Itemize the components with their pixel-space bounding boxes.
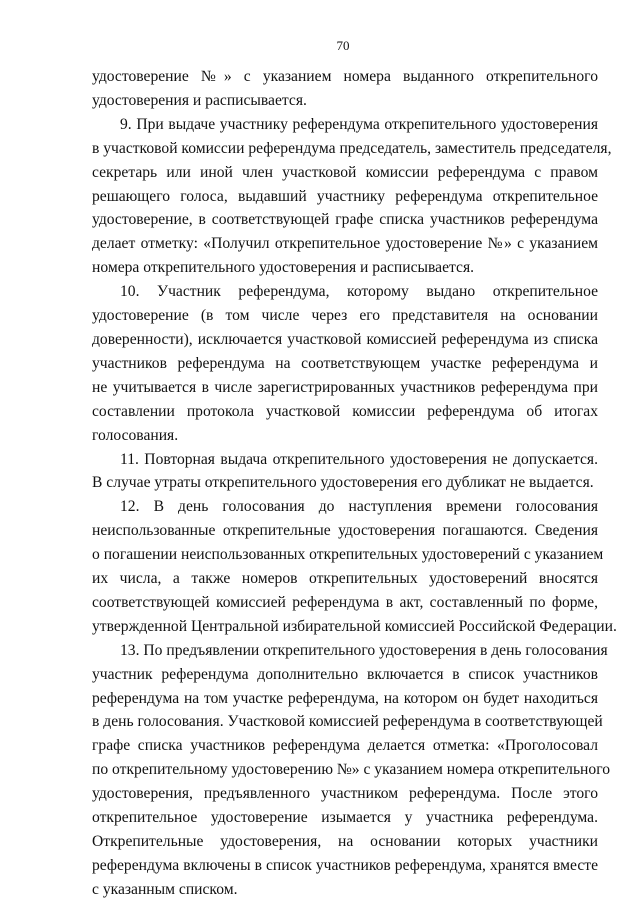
text-line: удостоверения и расписывается.	[92, 91, 307, 109]
text-line: номера открепительного удостоверения и расписывается.	[92, 259, 475, 277]
paragraph	[92, 280, 598, 447]
text-line: составлении протокола участковой комиссии референдума об итогах	[92, 402, 598, 420]
text-line: графе списка участников референдума делается отметка: «Проголосовал	[92, 737, 598, 755]
text-line: утвержденной Центральной избирательной комиссией Российской Федерации.	[92, 617, 617, 635]
text-line: по открепительному удостоверению №» с указанием номера открепительного	[92, 761, 611, 779]
text-line: 11. Повторная выдача открепительного удостоверения не допускается.	[120, 450, 598, 468]
paragraph	[92, 113, 612, 280]
text-line: удостоверение №» с указанием номера выданного открепительного	[92, 68, 598, 85]
text-line: доверенности), исключается участковой комиссией референдума из списка	[92, 330, 598, 348]
page-number: 70	[336, 38, 350, 53]
text-line: участников референдума на соответствующем участке референдума и	[92, 354, 598, 372]
text-line: 9. При выдаче участнику референдума открепительного удостоверения	[120, 115, 598, 133]
text-line: удостоверение (в том числе через его представителя на основании	[92, 307, 598, 325]
text-line: неиспользованные открепительные удостоверения погашаются. Сведения	[92, 522, 598, 540]
text-line: открепительное удостоверение изымается у участника референдума.	[92, 809, 598, 827]
text-line: соответствующей комиссией референдума в акт, составленный по форме,	[92, 593, 598, 611]
text-line: их числа, а также номеров открепительных удостоверений вносятся	[92, 570, 598, 588]
text-line: 12. В день голосования до наступления времени голосования	[120, 498, 598, 516]
text-line: с указанным списком.	[92, 880, 238, 898]
text-line: в день голосования. Участковой комиссией референдума в соответствующей	[92, 713, 603, 731]
paragraph	[92, 448, 598, 496]
text-line: решающего голоса, выдавший участнику референдума открепительное	[92, 187, 598, 205]
paragraph	[92, 639, 611, 902]
text-line: удостоверения, предъявленного участником референдума. После этого	[92, 785, 598, 803]
text-line: делает отметку: «Получил открепительное удостоверение №» с указанием	[92, 235, 598, 253]
text-line: о погашении неиспользованных открепительных удостоверений с указанием	[92, 546, 604, 564]
text-line: не учитывается в числе зарегистрированных участников референдума при	[92, 378, 598, 396]
text-line: 13. По предъявлении открепительного удостоверения в день голосования	[120, 641, 608, 659]
text-line: голосования.	[92, 426, 179, 444]
text-line: Открепительные удостоверения, на основании которых участники	[92, 833, 598, 850]
text-line: референдума включены в список участников референдума, хранятся вместе	[92, 856, 598, 874]
text-line: в участковой комиссии референдума председатель, заместитель председателя,	[92, 139, 612, 157]
paragraph	[92, 65, 598, 113]
text-line: секретарь или иной член участковой комиссии референдума с правом	[92, 163, 598, 181]
text-line: референдума на том участке референдума, на котором он будет находиться	[92, 689, 598, 707]
text-line: участник референдума дополнительно включается в список участников	[92, 665, 598, 683]
document-body	[92, 65, 617, 902]
paragraph	[92, 495, 617, 638]
text-line: 10. Участник референдума, которому выдано открепительное	[120, 283, 598, 301]
text-line: В случае утраты открепительного удостоверения его дубликат не выдается.	[92, 474, 594, 492]
text-line: удостоверение, в соответствующей графе списка участников референдума	[92, 211, 598, 229]
